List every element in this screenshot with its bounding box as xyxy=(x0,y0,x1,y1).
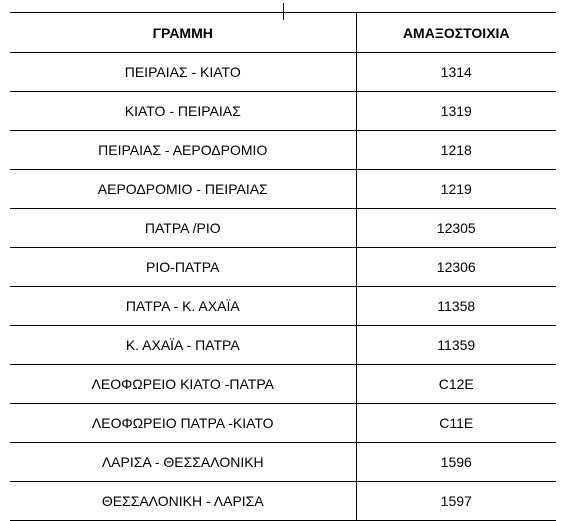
train-cell: 11359 xyxy=(356,326,556,365)
train-cell: 1319 xyxy=(356,92,556,131)
route-cell: ΠΑΤΡΑ /ΡΙΟ xyxy=(10,209,356,248)
route-cell: Κ. ΑΧΑΪΑ - ΠΑΤΡΑ xyxy=(10,326,356,365)
train-cell: 1218 xyxy=(356,131,556,170)
column-header-train: ΑΜΑΞΟΣΤΟΙΧΙΑ xyxy=(356,13,556,53)
train-cell: 12305 xyxy=(356,209,556,248)
route-cell: ΠΑΤΡΑ - Κ. ΑΧΑΪΑ xyxy=(10,287,356,326)
route-cell: ΘΕΣΣΑΛΟΝΙΚΗ - ΛΑΡΙΣΑ xyxy=(10,482,356,521)
table-row xyxy=(10,443,556,482)
table-row xyxy=(10,326,556,365)
table-header-row xyxy=(10,13,556,53)
table-row xyxy=(10,248,556,287)
route-cell: ΠΕΙΡΑΙΑΣ - ΚΙΑΤΟ xyxy=(10,53,356,92)
table-row xyxy=(10,404,556,443)
route-cell: ΛΑΡΙΣΑ - ΘΕΣΣΑΛΟΝΙΚΗ xyxy=(10,443,356,482)
train-cell: 11358 xyxy=(356,287,556,326)
route-cell: ΡΙΟ-ΠΑΤΡΑ xyxy=(10,248,356,287)
table-row xyxy=(10,287,556,326)
route-cell: ΚΙΑΤΟ - ΠΕΙΡΑΙΑΣ xyxy=(10,92,356,131)
train-cell: C12E xyxy=(356,365,556,404)
route-cell: ΛΕΟΦΩΡΕΙΟ ΚΙΑΤΟ -ΠΑΤΡΑ xyxy=(10,365,356,404)
table-row xyxy=(10,92,556,131)
route-cell: ΑΕΡΟΔΡΟΜΙΟ - ΠΕΙΡΑΙΑΣ xyxy=(10,170,356,209)
routes-table xyxy=(10,12,556,521)
train-cell: 1314 xyxy=(356,53,556,92)
table-row xyxy=(10,131,556,170)
table-row xyxy=(10,53,556,92)
route-cell: ΛΕΟΦΩΡΕΙΟ ΠΑΤΡΑ -ΚΙΑΤΟ xyxy=(10,404,356,443)
table-row xyxy=(10,482,556,521)
route-cell: ΠΕΙΡΑΙΑΣ - ΑΕΡΟΔΡΟΜΙΟ xyxy=(10,131,356,170)
table-row xyxy=(10,209,556,248)
train-cell: 12306 xyxy=(356,248,556,287)
table-row xyxy=(10,170,556,209)
train-cell: 1597 xyxy=(356,482,556,521)
column-header-route: ΓΡΑΜΜΗ xyxy=(10,13,356,53)
train-cell: 1219 xyxy=(356,170,556,209)
train-cell: C11E xyxy=(356,404,556,443)
table-row xyxy=(10,365,556,404)
train-cell: 1596 xyxy=(356,443,556,482)
